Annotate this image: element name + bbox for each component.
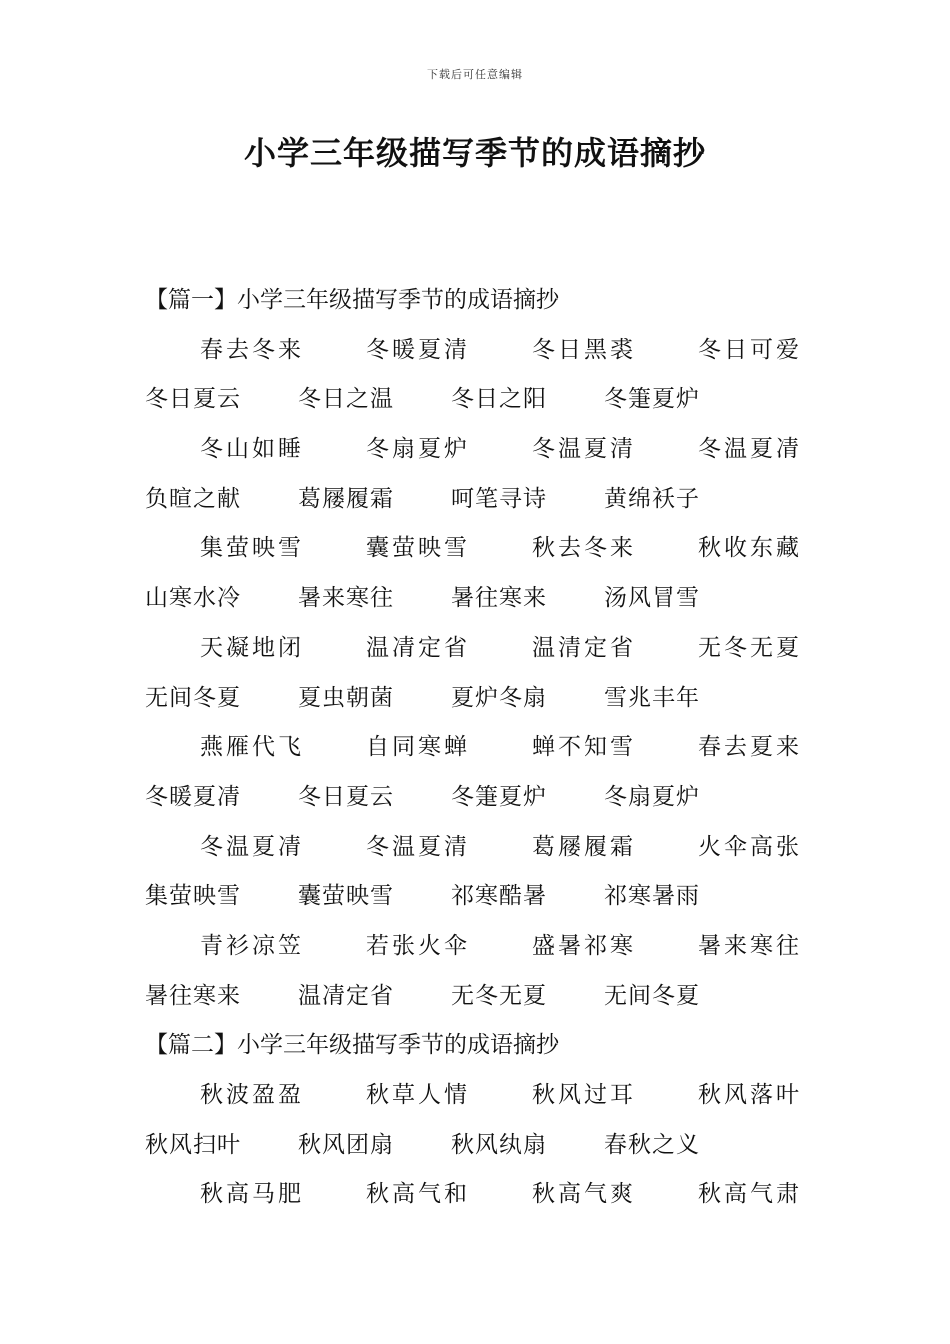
idiom: 秋高气肃 — [698, 1181, 802, 1208]
idiom: 秋高气和 — [366, 1181, 470, 1208]
idiom: 祁寒暑雨 — [604, 883, 700, 910]
idiom: 冬温夏清 — [366, 833, 470, 860]
idiom: 秋收东藏 — [698, 535, 802, 562]
idiom: 雪兆丰年 — [604, 684, 700, 711]
idiom-row — [145, 475, 825, 525]
idiom: 青衫凉笠 — [200, 932, 304, 959]
idiom: 暑往寒来 — [145, 982, 241, 1009]
idiom: 若张火伞 — [366, 932, 470, 959]
idiom: 夏虫朝菌 — [298, 684, 394, 711]
idiom-row — [145, 872, 825, 922]
idiom-row — [145, 972, 825, 1022]
idiom-row — [145, 723, 825, 773]
idiom: 冬温夏凊 — [698, 436, 802, 463]
idiom: 冬日黑裘 — [532, 336, 636, 363]
idiom-row — [145, 674, 825, 724]
idiom: 祁寒酷暑 — [451, 883, 547, 910]
idiom: 无间冬夏 — [604, 982, 700, 1009]
idiom: 黄绵袄子 — [604, 485, 700, 512]
idiom: 秋风落叶 — [698, 1082, 802, 1108]
idiom: 囊萤映雪 — [298, 883, 394, 910]
idiom-row — [145, 922, 825, 972]
idiom-row — [145, 574, 825, 624]
idiom: 暑往寒来 — [451, 585, 547, 612]
idiom-row — [145, 326, 825, 376]
idiom: 冬暖夏清 — [366, 336, 470, 363]
idiom-row — [145, 425, 825, 475]
idiom: 秋草人情 — [366, 1082, 470, 1108]
idiom: 秋波盈盈 — [200, 1082, 304, 1108]
idiom: 冬日之阳 — [451, 386, 547, 413]
idiom: 蝉不知雪 — [532, 734, 636, 761]
idiom: 无间冬夏 — [145, 684, 241, 711]
idiom: 冬日夏云 — [298, 783, 394, 810]
idiom: 秋风过耳 — [532, 1082, 636, 1108]
idiom: 冬箑夏炉 — [451, 783, 547, 810]
idiom: 秋去冬来 — [532, 535, 636, 562]
idiom: 冬日可爱 — [698, 336, 802, 363]
idiom: 呵笔寻诗 — [451, 485, 547, 512]
idiom: 暑来寒往 — [698, 932, 802, 959]
section-heading: 【篇二】小学三年级描写季节的成语摘抄 — [145, 1032, 559, 1059]
idiom: 秋高马肥 — [200, 1181, 304, 1208]
idiom: 自同寒蝉 — [366, 734, 470, 761]
document-body — [145, 276, 825, 1220]
idiom: 冬日夏云 — [145, 386, 241, 413]
idiom: 冬箑夏炉 — [604, 386, 700, 413]
header-note: 下载后可任意编辑 — [427, 68, 523, 81]
idiom: 负暄之献 — [145, 485, 241, 512]
idiom-row — [145, 375, 825, 425]
idiom: 温凊定省 — [366, 634, 470, 661]
idiom-row — [145, 773, 825, 823]
idiom: 冬温夏凊 — [200, 833, 304, 860]
section-heading: 【篇一】小学三年级描写季节的成语摘抄 — [145, 287, 559, 313]
idiom-row — [145, 524, 825, 574]
idiom: 天凝地闭 — [200, 634, 304, 661]
idiom: 秋高气爽 — [532, 1181, 636, 1208]
idiom: 冬扇夏炉 — [366, 436, 470, 463]
idiom: 冬日之温 — [298, 386, 394, 413]
idiom: 汤风冒雪 — [604, 585, 700, 612]
idiom-row — [145, 624, 825, 674]
idiom: 春秋之义 — [604, 1131, 700, 1158]
idiom: 温清定省 — [532, 634, 636, 661]
idiom: 火伞高张 — [698, 833, 802, 860]
idiom: 燕雁代飞 — [200, 734, 304, 761]
idiom-row — [145, 1071, 825, 1121]
idiom-row — [145, 823, 825, 873]
idiom: 山寒水冷 — [145, 585, 241, 612]
idiom: 葛屦履霜 — [298, 485, 394, 512]
idiom: 春去冬来 — [200, 336, 304, 363]
idiom: 夏炉冬扇 — [451, 684, 547, 711]
idiom: 无冬无夏 — [698, 634, 802, 661]
idiom: 葛屦履霜 — [532, 833, 636, 860]
idiom: 冬温夏清 — [532, 436, 636, 463]
idiom: 秋风纨扇 — [451, 1131, 547, 1158]
idiom: 温凊定省 — [298, 982, 394, 1009]
idiom: 无冬无夏 — [451, 982, 547, 1009]
idiom-row — [145, 1170, 825, 1220]
idiom: 冬暖夏凊 — [145, 783, 241, 810]
idiom: 冬扇夏炉 — [604, 783, 700, 810]
idiom: 集萤映雪 — [200, 535, 304, 562]
idiom: 冬山如睡 — [200, 436, 304, 463]
idiom: 盛暑祁寒 — [532, 932, 636, 959]
idiom: 囊萤映雪 — [366, 535, 470, 562]
idiom-row — [145, 1121, 825, 1171]
idiom: 秋风团扇 — [298, 1131, 394, 1158]
idiom: 春去夏来 — [698, 734, 802, 761]
idiom: 集萤映雪 — [145, 883, 241, 910]
idiom: 暑来寒往 — [298, 585, 394, 612]
idiom: 秋风扫叶 — [145, 1131, 241, 1158]
page-title: 小学三年级描写季节的成语摘抄 — [243, 134, 706, 172]
